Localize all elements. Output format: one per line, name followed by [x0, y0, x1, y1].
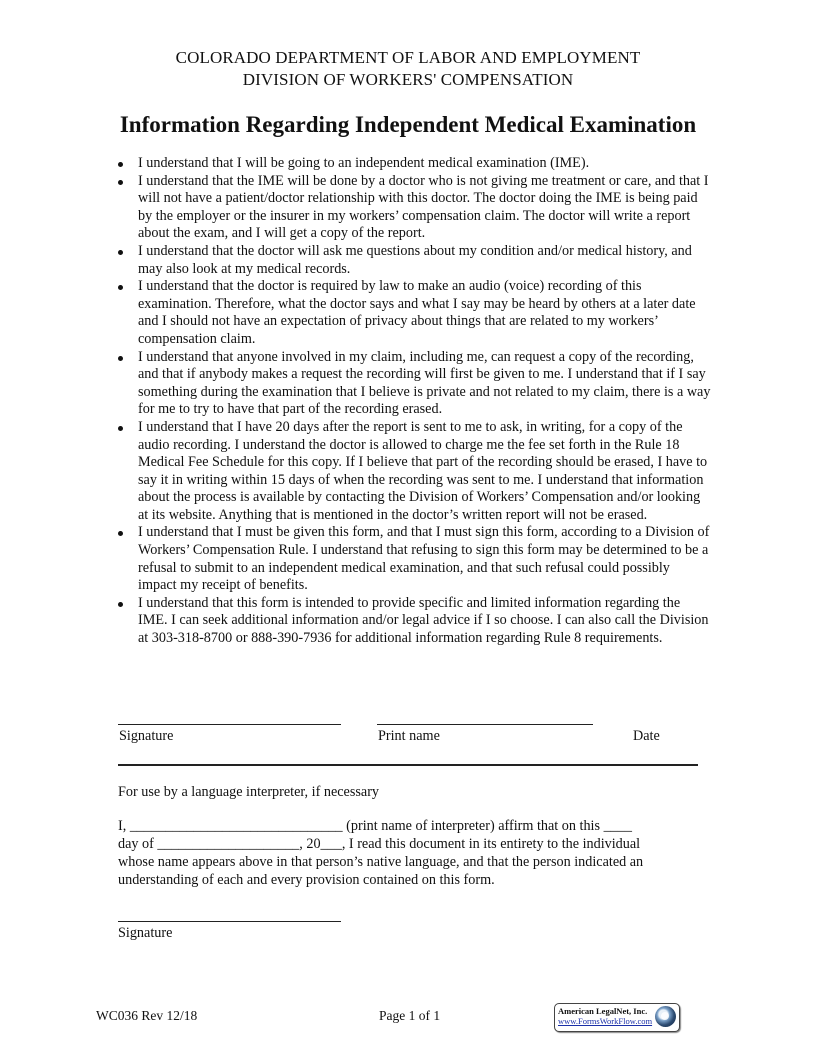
interpreter-affirmation-line: understanding of each and every provision contained on this form. — [118, 872, 495, 888]
globe-icon — [655, 1006, 676, 1027]
bullet-icon — [118, 356, 123, 361]
page-number: Page 1 of 1 — [379, 1008, 441, 1023]
agency-name: COLORADO DEPARTMENT OF LABOR AND EMPLOYMENT — [175, 48, 641, 67]
division-name: DIVISION OF WORKERS' COMPENSATION — [242, 70, 574, 89]
legalnet-logo[interactable] — [554, 1003, 680, 1032]
logo-company-name: American LegalNet, Inc. — [558, 1006, 648, 1016]
print-name-label: Print name — [378, 728, 440, 744]
interpreter-affirmation-line: whose name appears above in that person’s native language, and that the person indicated an — [118, 854, 644, 870]
acknowledgement-item: I understand that the doctor will ask me questions about my condition and/or medical history, and may also look at my medical records. — [117, 243, 712, 278]
acknowledgement-item: I understand that I must be given this form, and that I must sign this form, according to a Division of Workers’ Compensation Rule. I understand that refusing to sign this form may be determined to be a refusal to submit to an independent medical examination, and that such refusal could possibly impact my receipt of benefits. — [117, 524, 712, 594]
signature-line[interactable] — [118, 724, 341, 725]
interpreter-affirmation-line[interactable]: day of ____________________, 20___, I read this document in its entirety to the individual — [118, 836, 641, 852]
acknowledgement-item: I understand that this form is intended to provide specific and limited information regarding the IME. I can seek additional information and/or legal advice if I so choose. I can also call the Division at 303-318-8700 or 888-390-7936 for additional information regarding Rule 8 requirements. — [117, 595, 712, 648]
acknowledgement-item: I understand that I will be going to an independent medical examination (IME). — [117, 155, 712, 173]
acknowledgement-item: I understand that I have 20 days after the report is sent to me to ask, in writing, for a copy of the audio recording. I understand the doctor is allowed to charge me the fee set forth in the Rule 18 Medical Fee Schedule for this copy. If I believe that part of the recording should be erased, I have to say it in writing within 15 days of when the recording was sent to me. I understand that information about the process is available by contacting the Division of Workers’ Compensation and/or looking at its website. Anything that is mentioned in the doctor’s written report will not be erased. — [117, 419, 712, 525]
acknowledgement-item: I understand that anyone involved in my claim, including me, can request a copy of the recording, and that if anybody makes a request the recording will first be given to me. I understand that if I say something during the examination that I believe is private and not related to my claim, there is a way for me to try to have that part of the recording erased. — [117, 349, 712, 419]
bullet-icon — [118, 602, 123, 607]
date-label: Date — [633, 728, 660, 744]
interpreter-heading: For use by a language interpreter, if necessary — [118, 784, 380, 800]
bullet-icon — [118, 426, 123, 431]
acknowledgement-list — [117, 155, 712, 648]
print-name-line[interactable] — [377, 724, 593, 725]
acknowledgement-item: I understand that the IME will be done by a doctor who is not giving me treatment or care, and that I will not have a patient/doctor relationship with this doctor. The doctor doing the IME is being paid by the employer or the insurer in my workers’ compensation claim. The doctor will write a report about the exam, and I will get a copy of the report. — [117, 173, 712, 243]
signature-label: Signature — [119, 728, 174, 744]
section-divider — [118, 764, 698, 766]
interpreter-affirmation-line[interactable]: I, ______________________________ (print name of interpreter) affirm that on this ____ — [118, 818, 632, 834]
document-title: Information Regarding Independent Medical Examination — [119, 112, 697, 137]
logo-website-link[interactable]: www.FormsWorkFlow.com — [558, 1016, 653, 1026]
bullet-icon — [118, 531, 123, 536]
interpreter-signature-line[interactable] — [118, 921, 341, 922]
form-id: WC036 Rev 12/18 — [96, 1008, 198, 1023]
bullet-icon — [118, 250, 123, 255]
interpreter-signature-label: Signature — [118, 925, 173, 941]
acknowledgement-item: I understand that the doctor is required by law to make an audio (voice) recording of this examination. Therefore, what the doctor says and what I say may be heard by others at a later date and I should not have an expectation of privacy about things that are related to my workers’ compensation claim. — [117, 278, 712, 348]
bullet-icon — [118, 180, 123, 185]
bullet-icon — [118, 285, 123, 290]
bullet-icon — [118, 162, 123, 167]
